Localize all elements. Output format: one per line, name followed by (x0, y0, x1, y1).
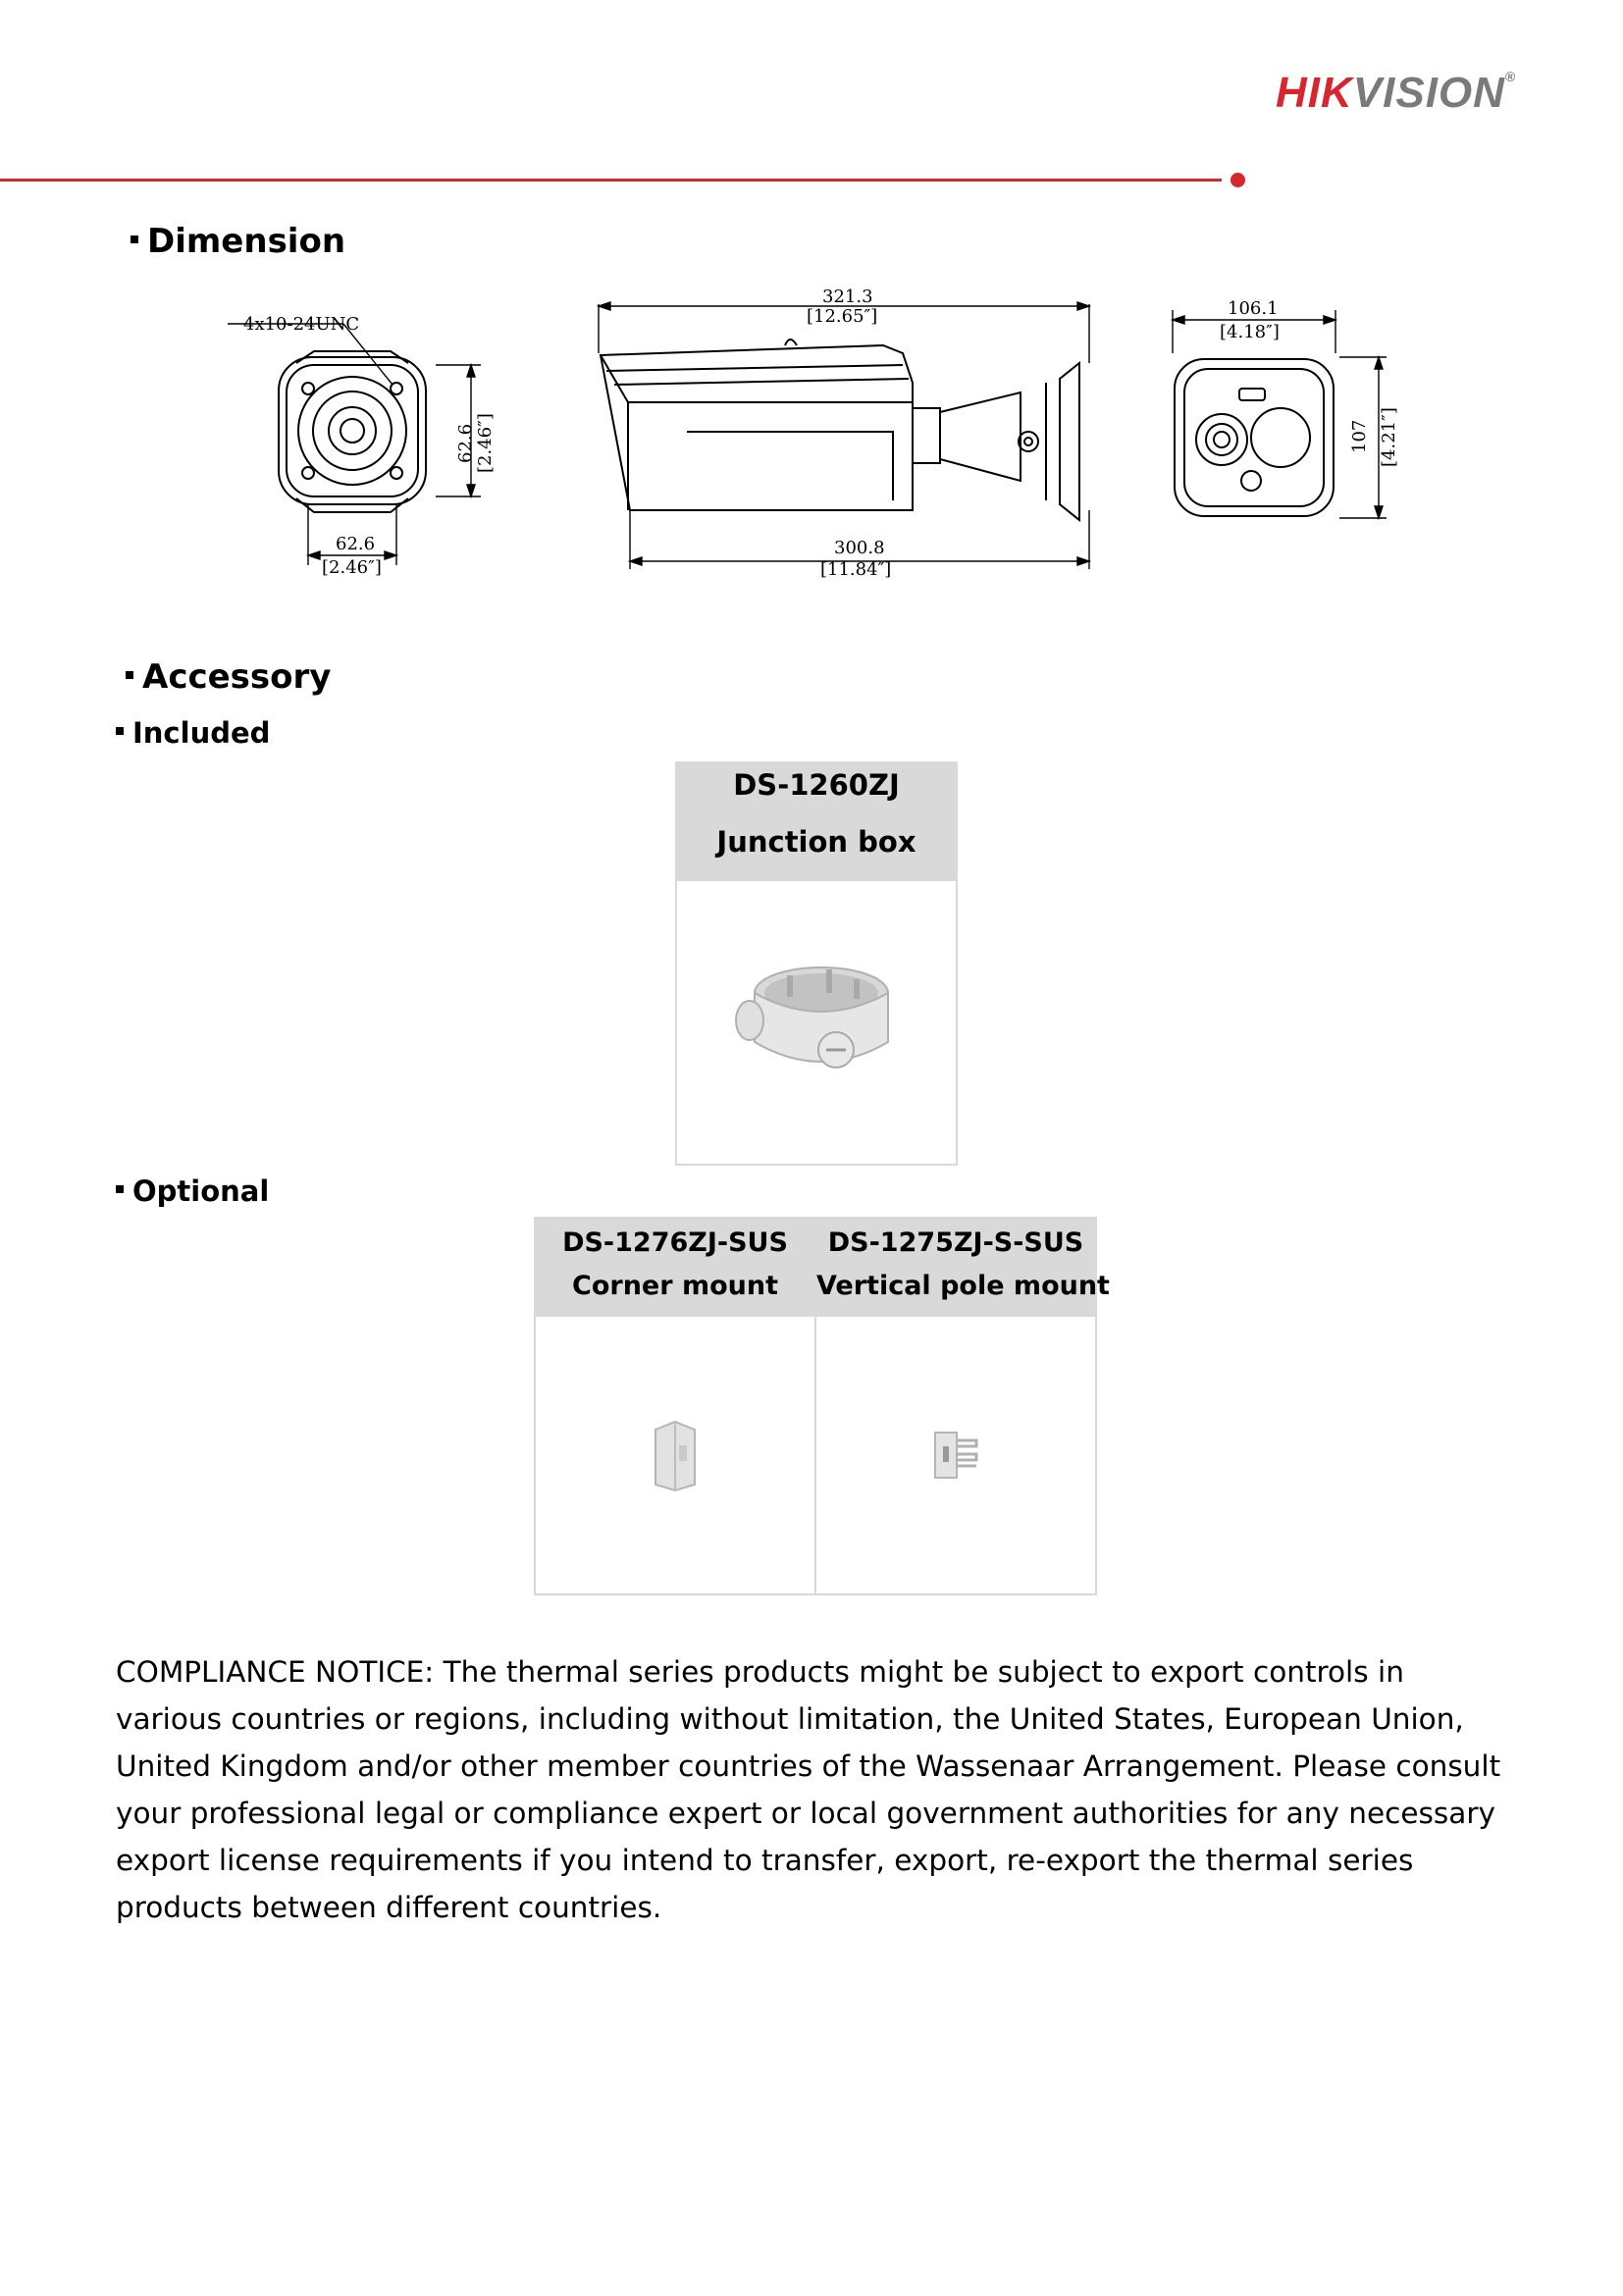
rear-width-mm: 106.1 (1228, 298, 1279, 319)
front-height-mm: 62.6 (455, 423, 476, 463)
optional-item-corner-mount (536, 1219, 814, 1317)
optional-item-name-2: Vertical pole mount (816, 1271, 1110, 1301)
optional-item-model-1: DS-1276ZJ-SUS (562, 1227, 788, 1258)
side-body-length-mm: 300.8 (834, 538, 885, 558)
front-thread-label: 4x10-24UNC (243, 314, 360, 335)
included-title: Included (132, 716, 271, 750)
included-item-name: Junction box (716, 825, 916, 859)
included-heading (116, 716, 270, 750)
optional-heading (116, 1174, 269, 1208)
bullet-icon (116, 727, 124, 735)
junction-box-image (677, 881, 956, 1164)
rear-height-mm: 107 (1349, 419, 1370, 453)
junction-box-icon (728, 954, 905, 1091)
accessory-heading (126, 657, 331, 697)
side-body-length-in: [11.84″] (820, 559, 892, 580)
header-rule-dot (1230, 173, 1245, 187)
corner-mount-icon (646, 1416, 705, 1494)
logo-text-hik: HIK (1276, 69, 1353, 117)
dimension-title: Dimension (147, 222, 346, 261)
logo-text-vision: VISION (1352, 69, 1505, 117)
included-table-header (677, 763, 956, 881)
accessory-title: Accessory (142, 657, 332, 697)
side-total-length-in: [12.65″] (807, 306, 878, 327)
header-rule (0, 179, 1222, 182)
bullet-icon (126, 671, 133, 679)
bullet-icon (131, 235, 138, 243)
side-total-length-mm: 321.3 (822, 287, 873, 307)
optional-item-name-1: Corner mount (572, 1271, 778, 1301)
compliance-notice: COMPLIANCE NOTICE: The thermal series products might be subject to export controls in various countries or regions, including without limitation, the United States, European Union, United Kingdom and/or other member countries of the Wassenaar Arrangement. Please consult your professional legal or compliance expert or local government authorities for any necessary export license requirements if you intend to transfer, export, re-export the thermal series products between different countries. (116, 1655, 1501, 1924)
included-item-model: DS-1260ZJ (733, 768, 900, 802)
front-view-drawing (226, 294, 510, 589)
rear-width-in: [4.18″] (1220, 322, 1280, 342)
pole-mount-icon (921, 1421, 990, 1489)
dimension-heading (131, 222, 345, 261)
corner-mount-image (536, 1317, 814, 1593)
optional-item-model-2: DS-1275ZJ-S-SUS (827, 1227, 1084, 1258)
rear-height-in: [4.21″] (1379, 407, 1399, 467)
optional-title: Optional (132, 1174, 270, 1208)
side-view-drawing (589, 285, 1099, 589)
front-width-mm: 62.6 (336, 534, 376, 554)
pole-mount-image (816, 1317, 1095, 1593)
optional-accessory-table (534, 1217, 1110, 1595)
front-height-in: [2.46″] (475, 413, 496, 473)
logo-registered-mark: ® (1504, 69, 1517, 84)
included-accessory-table (675, 761, 958, 1166)
rear-view-drawing (1163, 294, 1418, 530)
hikvision-logo (1276, 69, 1516, 118)
bullet-icon (116, 1185, 124, 1193)
optional-item-pole-mount (816, 1219, 1110, 1317)
front-width-in: [2.46″] (322, 557, 382, 578)
